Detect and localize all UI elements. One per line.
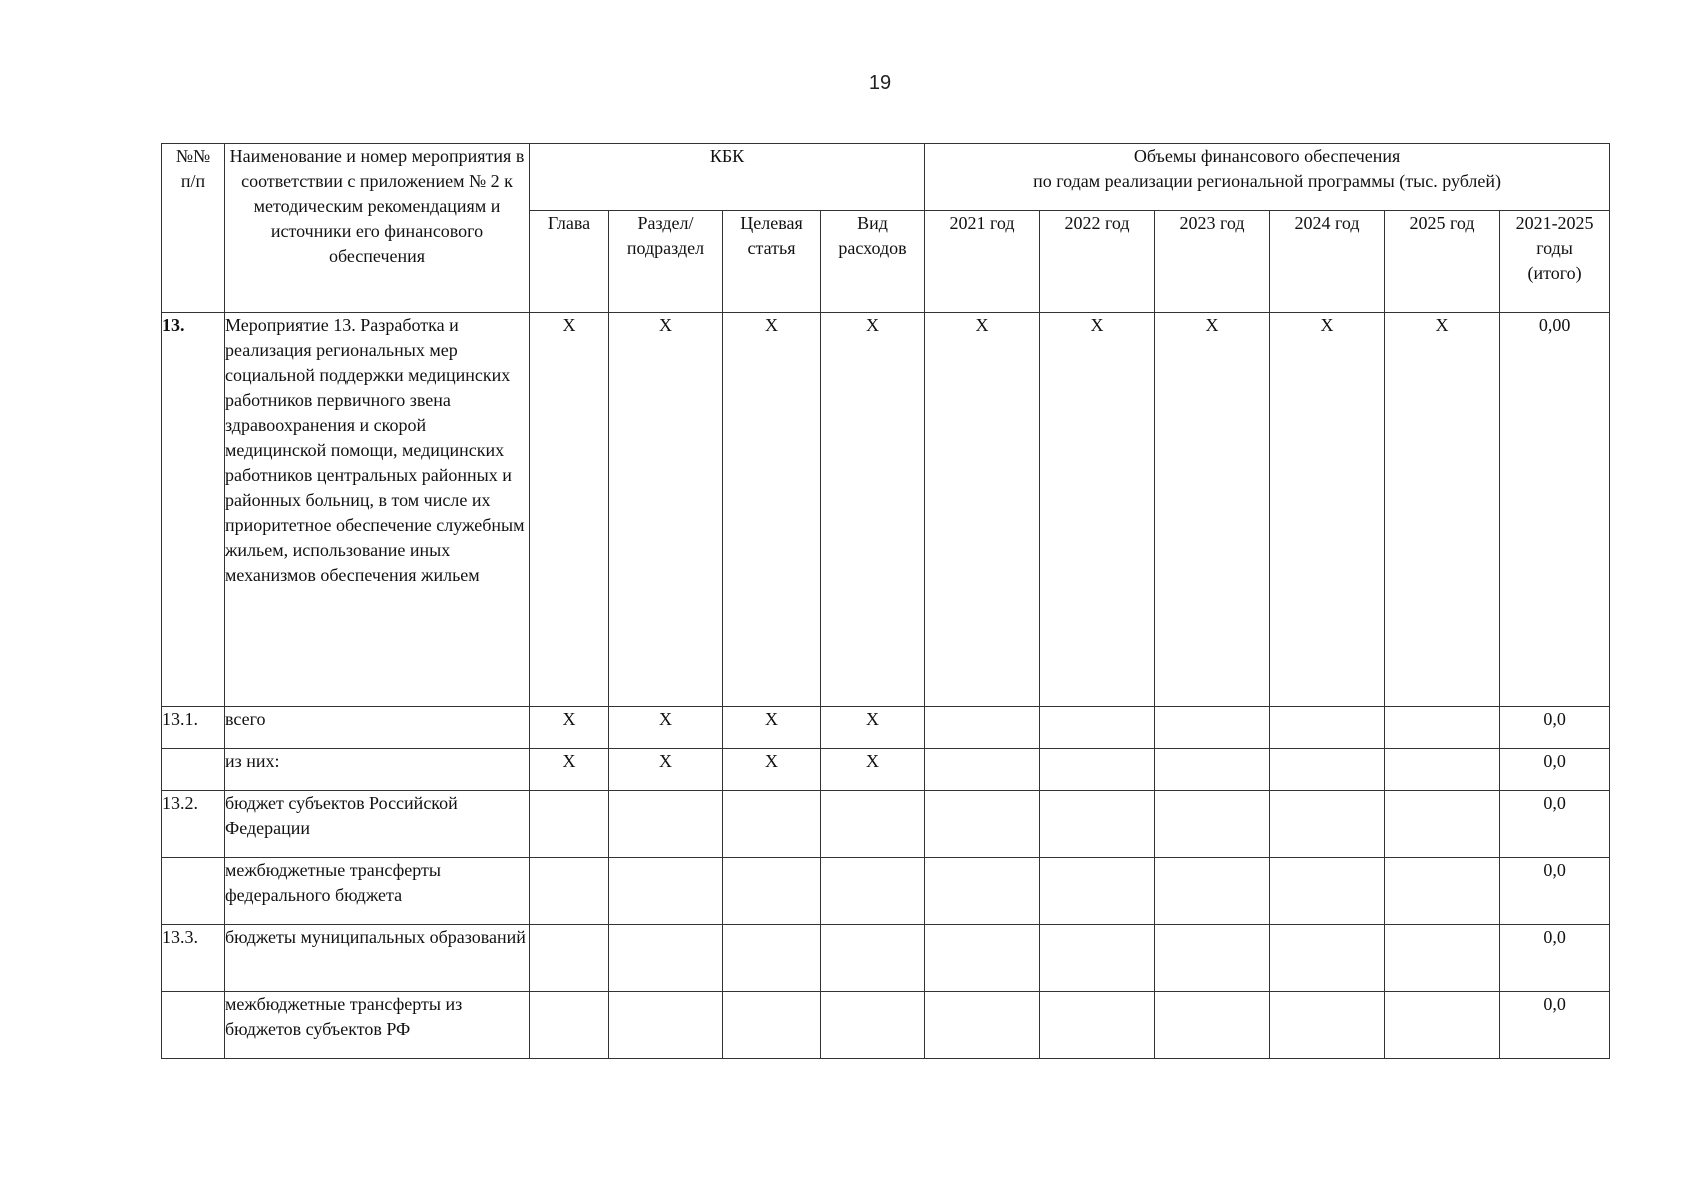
table-row [162,707,1610,749]
cell-2022 [1040,925,1155,992]
cell-total: 0,0 [1500,749,1610,791]
header-num: №№ п/п [162,144,225,313]
table-row [162,858,1610,925]
cell-vid [821,992,925,1059]
page-number: 19 [868,72,892,94]
cell-2022: X [1040,313,1155,707]
cell-glava [530,992,609,1059]
cell-2023 [1155,858,1270,925]
cell-celevaya: X [723,749,821,791]
cell-celevaya [723,992,821,1059]
cell-2025 [1385,707,1500,749]
cell-2022 [1040,858,1155,925]
header-kbk-celevaya: Целевая статья [723,211,821,313]
cell-2025 [1385,858,1500,925]
cell-2021 [925,749,1040,791]
cell-glava [530,858,609,925]
header-volumes-line1: Объемы финансового обеспечения [1133,146,1401,166]
header-volumes-line2: по годам реализации региональной программы (тыс. рублей) [1033,171,1502,191]
row-name: из них: [225,749,530,791]
header-kbk-vid: Вид расходов [821,211,925,313]
cell-2021 [925,707,1040,749]
cell-total: 0,0 [1500,791,1610,858]
header-year-2025: 2025 год [1385,211,1500,313]
cell-2023 [1155,992,1270,1059]
table-row [162,791,1610,858]
cell-2021: X [925,313,1040,707]
cell-2023: X [1155,313,1270,707]
cell-2024 [1270,791,1385,858]
row-name: межбюджетные трансферты федерального бюджета [225,858,530,925]
cell-celevaya [723,858,821,925]
cell-glava: X [530,749,609,791]
cell-razdel [609,992,723,1059]
cell-total: 0,00 [1500,313,1610,707]
cell-2025 [1385,925,1500,992]
cell-razdel [609,858,723,925]
cell-total: 0,0 [1500,925,1610,992]
header-year-2022: 2022 год [1040,211,1155,313]
cell-razdel [609,791,723,858]
table-row [162,925,1610,992]
cell-2022 [1040,707,1155,749]
cell-2023 [1155,749,1270,791]
header-kbk-glava: Глава [530,211,609,313]
cell-2022 [1040,749,1155,791]
cell-2023 [1155,707,1270,749]
cell-2021 [925,858,1040,925]
cell-2023 [1155,791,1270,858]
row-num [162,858,225,925]
cell-vid: X [821,313,925,707]
cell-2025 [1385,791,1500,858]
cell-2024 [1270,749,1385,791]
row-name: бюджеты муниципальных образований [225,925,530,992]
row-num: 13. [162,313,225,707]
cell-2024 [1270,858,1385,925]
cell-vid: X [821,707,925,749]
cell-2025 [1385,749,1500,791]
row-num: 13.3. [162,925,225,992]
header-name: Наименование и номер мероприятия в соответствии с приложением № 2 к методическим рекомендациям и источники его финансового обеспечения [225,144,530,313]
cell-glava [530,925,609,992]
table-row [162,313,1610,707]
table-row [162,749,1610,791]
cell-celevaya: X [723,707,821,749]
cell-total: 0,0 [1500,992,1610,1059]
header-kbk: КБК [530,144,925,211]
cell-total: 0,0 [1500,707,1610,749]
cell-2022 [1040,992,1155,1059]
cell-vid [821,791,925,858]
table-row [162,992,1610,1059]
row-name: всего [225,707,530,749]
header-year-2021: 2021 год [925,211,1040,313]
cell-2022 [1040,791,1155,858]
cell-celevaya [723,925,821,992]
cell-glava: X [530,707,609,749]
row-num [162,749,225,791]
header-year-total: 2021-2025 годы (итого) [1500,211,1610,313]
header-year-2024: 2024 год [1270,211,1385,313]
cell-2021 [925,992,1040,1059]
cell-vid [821,925,925,992]
cell-2024: X [1270,313,1385,707]
cell-razdel: X [609,749,723,791]
cell-glava [530,791,609,858]
cell-2025 [1385,992,1500,1059]
cell-razdel [609,925,723,992]
cell-razdel: X [609,313,723,707]
cell-total: 0,0 [1500,858,1610,925]
cell-2023 [1155,925,1270,992]
cell-2024 [1270,707,1385,749]
row-name: Мероприятие 13. Разработка и реализация региональных мер социальной поддержки медицинских работников первичного звена здравоохранения и скорой медицинской помощи, медицинских работников центральных районных и районных больниц, в том числе их приоритетное обеспечение служебным жильем, использование иных механизмов обеспечения жильем [225,313,530,707]
header-row-1 [162,144,1610,211]
cell-2021 [925,925,1040,992]
cell-vid [821,858,925,925]
row-num: 13.2. [162,791,225,858]
cell-celevaya: X [723,313,821,707]
cell-2024 [1270,925,1385,992]
row-num: 13.1. [162,707,225,749]
header-kbk-razdel: Раздел/ подраздел [609,211,723,313]
cell-2025: X [1385,313,1500,707]
cell-2024 [1270,992,1385,1059]
cell-glava: X [530,313,609,707]
cell-2021 [925,791,1040,858]
row-name: бюджет субъектов Российской Федерации [225,791,530,858]
header-year-2023: 2023 год [1155,211,1270,313]
row-name: межбюджетные трансферты из бюджетов субъектов РФ [225,992,530,1059]
financing-table [161,143,1610,1059]
row-num [162,992,225,1059]
cell-celevaya [723,791,821,858]
header-volumes [925,144,1610,211]
cell-vid: X [821,749,925,791]
cell-razdel: X [609,707,723,749]
